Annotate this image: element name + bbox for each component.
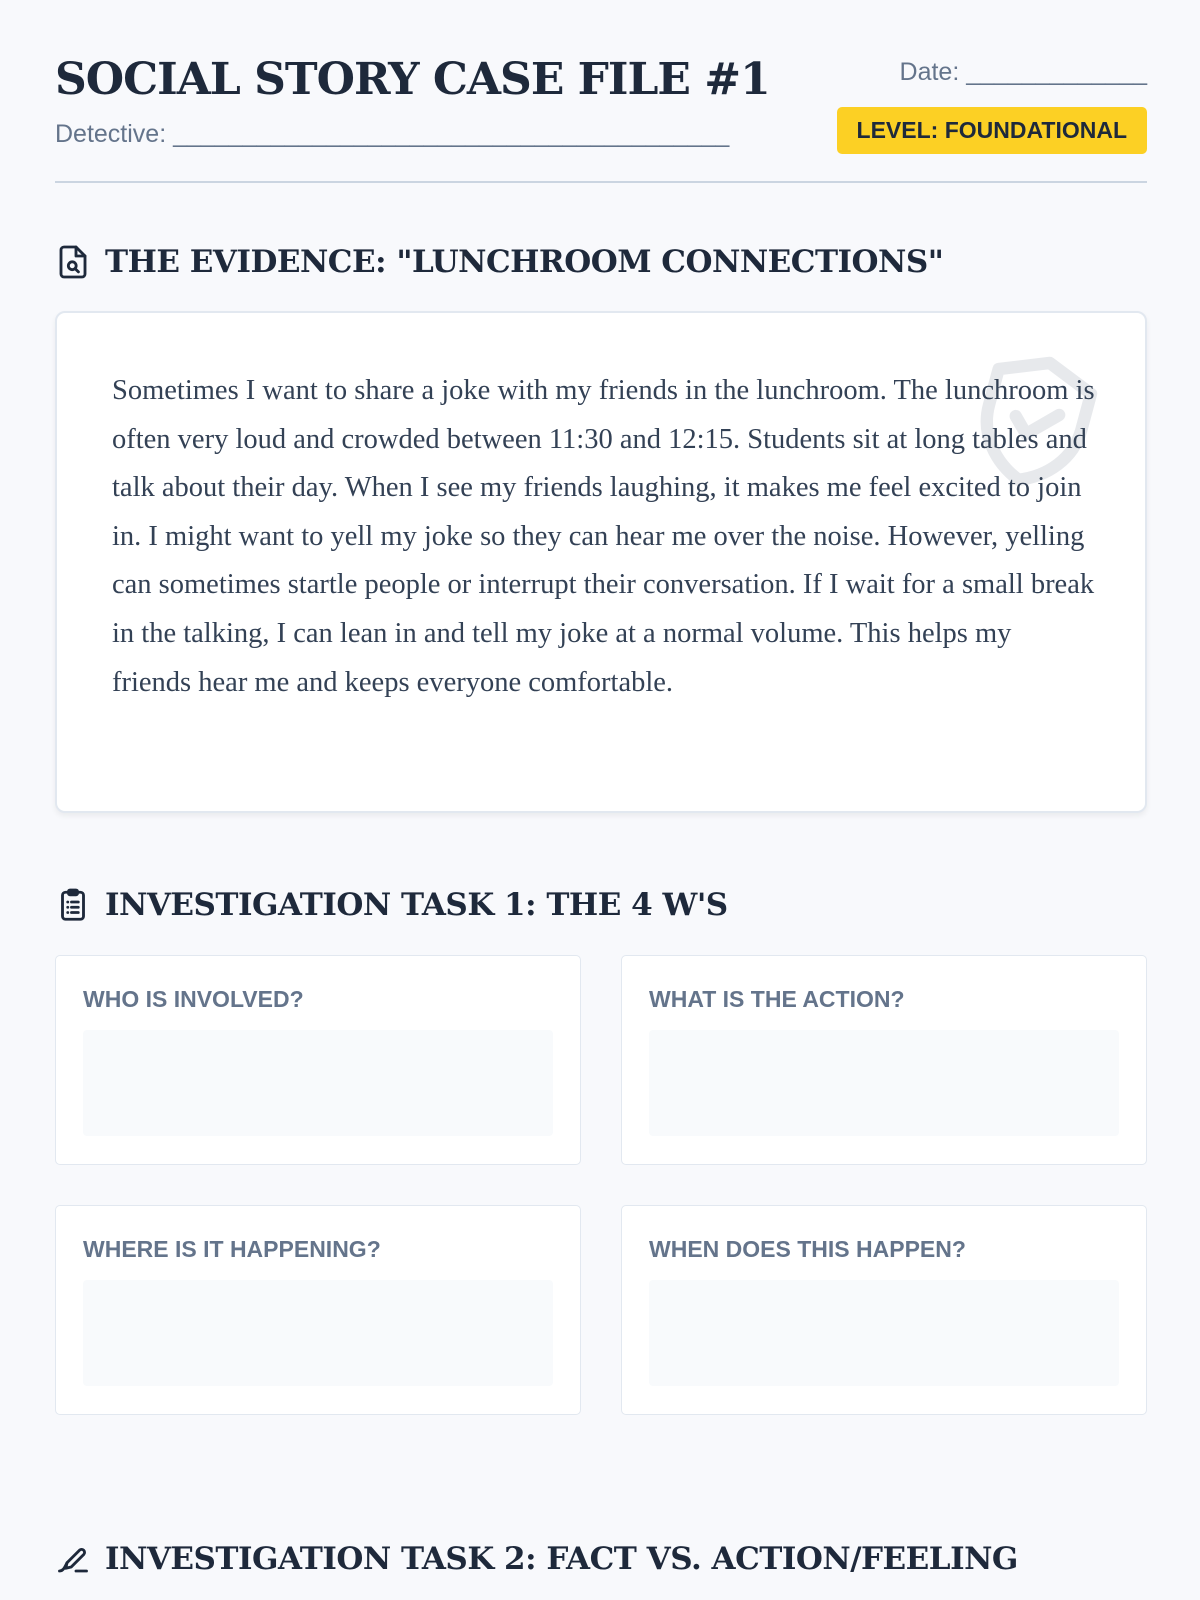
detective-blank-line[interactable]: ________________________________________ [173,120,730,148]
page-title: SOCIAL STORY CASE FILE #1 [55,54,770,105]
detective-field[interactable] [55,120,729,149]
who-box [55,955,581,1165]
evidence-card [55,311,1147,813]
signature-pen-icon [55,1541,91,1577]
date-field[interactable] [900,58,1147,87]
worksheet-header [55,0,1147,183]
task1-heading [55,883,728,927]
task1-heading-text: INVESTIGATION TASK 1: THE 4 W'S [105,887,728,923]
who-answer-area[interactable] [83,1030,553,1136]
who-label: WHO IS INVOLVED? [83,986,304,1012]
date-label: Date: [899,58,960,86]
task2-heading [55,1537,1018,1581]
when-box [621,1205,1147,1415]
date-blank-line[interactable]: _____________ [966,58,1147,86]
clipboard-list-icon [55,887,91,923]
detective-label: Detective: [55,120,167,148]
when-label: WHEN DOES THIS HAPPEN? [649,1236,966,1262]
evidence-story: Sometimes I want to share a joke with my friends in the lunchroom. The lunchroom is often very loud and crowded between 11:30 and 12:15. Students sit at long tables and talk about their day. When I see my friends laughing, it makes me feel excited to join in. I might want to yell my joke so they can hear me over the noise. However, yelling can sometimes startle people or interrupt their conversation. If I wait for a small break in the talking, I can lean in and tell my joke at a normal volume. This helps my friends hear me and keeps everyone comfortable. [112,375,1095,698]
what-box [621,955,1147,1165]
where-box [55,1205,581,1415]
task2-heading-text: INVESTIGATION TASK 2: FACT VS. ACTION/FEELING [105,1541,1018,1577]
level-badge: LEVEL: FOUNDATIONAL [837,107,1147,154]
when-answer-area[interactable] [649,1280,1119,1386]
evidence-heading [55,240,943,284]
where-answer-area[interactable] [83,1280,553,1386]
worksheet-page [55,0,1147,1600]
what-label: WHAT IS THE ACTION? [649,986,905,1012]
evidence-heading-text: THE EVIDENCE: "LUNCHROOM CONNECTIONS" [105,244,944,280]
document-search-icon [55,244,91,280]
what-answer-area[interactable] [649,1030,1119,1136]
where-label: WHERE IS IT HAPPENING? [83,1236,381,1262]
